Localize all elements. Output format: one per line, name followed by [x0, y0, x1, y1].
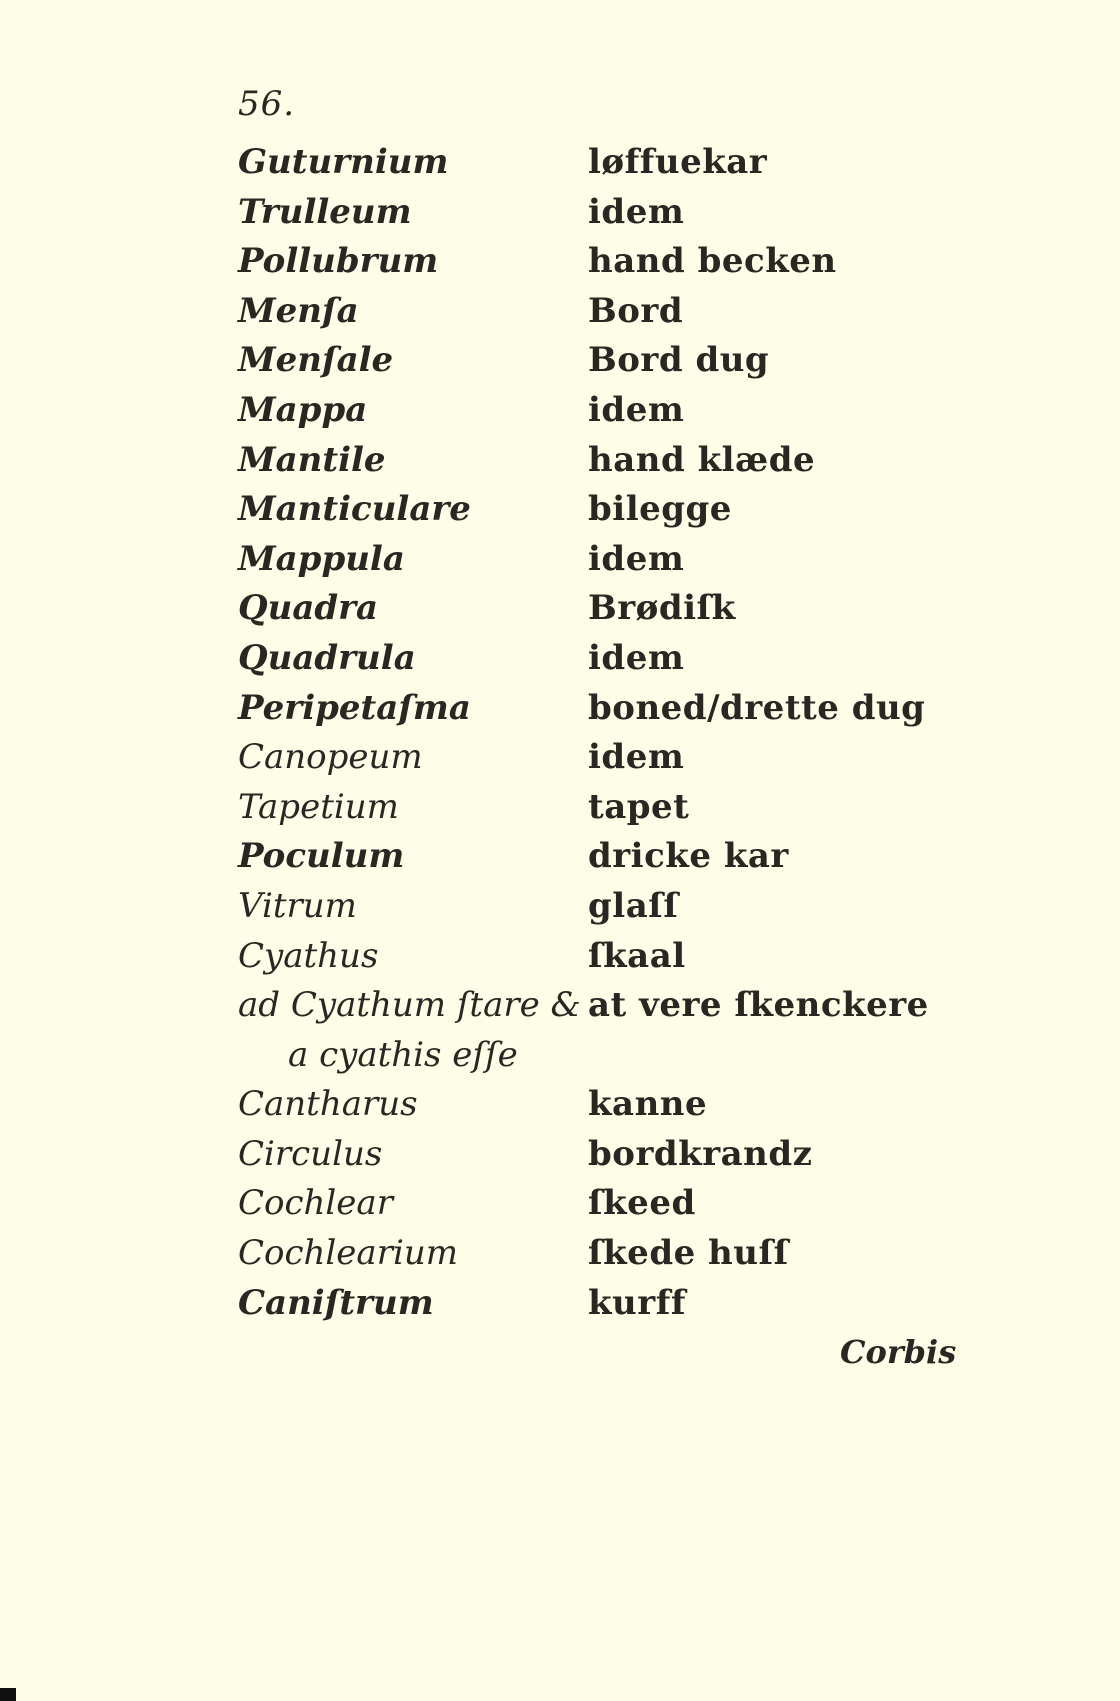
glossary-row [238, 1080, 1058, 1130]
glossary-row [238, 535, 1058, 585]
latin-term: Circulus [238, 1133, 383, 1174]
latin-term: Manticulare [238, 489, 471, 530]
glossary-row [238, 733, 1058, 783]
danish-translation: hand klæde [588, 439, 816, 480]
scan-edge-mark [0, 1688, 16, 1701]
danish-translation: Bord dug [588, 340, 770, 381]
danish-translation: idem [588, 191, 685, 232]
glossary-list [238, 138, 1058, 1328]
danish-translation: Brødiſk [588, 588, 736, 629]
latin-term: Poculum [238, 836, 405, 877]
glossary-row [238, 138, 1058, 188]
danish-translation: at vere ſkenckere [588, 985, 929, 1026]
glossary-row [238, 336, 1058, 386]
danish-translation: idem [588, 737, 685, 778]
glossary-row [238, 783, 1058, 833]
glossary-row [238, 436, 1058, 486]
page-number: 56. [238, 84, 296, 124]
danish-translation: boned/drette dug [588, 687, 926, 728]
latin-term: Cantharus [238, 1084, 418, 1125]
latin-term: Quadrula [238, 637, 416, 678]
danish-translation: tapet [588, 786, 690, 827]
danish-translation: ſkaal [588, 935, 686, 976]
latin-term: Menſale [238, 340, 394, 381]
danish-translation: idem [588, 538, 685, 579]
danish-translation: løffuekar [588, 142, 768, 182]
danish-translation: bilegge [588, 489, 732, 530]
latin-term: Trulleum [238, 191, 412, 232]
glossary-row [238, 684, 1058, 734]
glossary-row [238, 287, 1058, 337]
glossary-row [238, 1031, 1058, 1081]
latin-term: Mappa [238, 389, 368, 430]
danish-translation: idem [588, 637, 685, 678]
latin-term: Caniſtrum [238, 1282, 434, 1323]
glossary-row [238, 832, 1058, 882]
danish-translation: hand becken [588, 241, 837, 282]
glossary-row [238, 634, 1058, 684]
latin-term: Vitrum [238, 885, 357, 926]
glossary-row [238, 1279, 1058, 1329]
danish-translation: kurff [588, 1282, 686, 1323]
latin-term: Pollubrum [238, 241, 439, 282]
glossary-row [238, 882, 1058, 932]
glossary-row [238, 1179, 1058, 1229]
latin-term: Cochlear [238, 1183, 393, 1224]
danish-translation: bordkrandz [588, 1133, 813, 1174]
latin-term: Peripetaſma [238, 687, 471, 728]
latin-term: Tapetium [238, 786, 399, 827]
latin-term: ad Cyathum ſtare & [238, 985, 581, 1026]
glossary-row [238, 981, 1058, 1031]
latin-term: Cochlearium [238, 1233, 458, 1274]
latin-term: Mappula [238, 538, 405, 579]
glossary-row [238, 188, 1058, 238]
latin-term: Cyathus [238, 935, 379, 976]
latin-term: Guturnium [238, 142, 449, 182]
danish-translation: idem [588, 389, 685, 430]
glossary-row [238, 237, 1058, 287]
latin-term: a cyathis eſſe [288, 1034, 518, 1075]
glossary-row [238, 932, 1058, 982]
latin-term: Canopeum [238, 737, 423, 778]
glossary-row [238, 1229, 1058, 1279]
glossary-row [238, 1130, 1058, 1180]
danish-translation: Bord [588, 290, 684, 331]
latin-term: Quadra [238, 588, 379, 629]
glossary-row [238, 386, 1058, 436]
glossary-row [238, 584, 1058, 634]
latin-term: Mantile [238, 439, 386, 480]
danish-translation: ſkede huſſ [588, 1233, 789, 1274]
latin-term: Menſa [238, 290, 359, 331]
glossary-row [238, 485, 1058, 535]
danish-translation: dricke kar [588, 836, 789, 877]
danish-translation: ſkeed [588, 1183, 696, 1224]
danish-translation: kanne [588, 1084, 708, 1125]
danish-translation: glaſſ [588, 885, 679, 926]
catchword: Corbis [840, 1333, 957, 1371]
